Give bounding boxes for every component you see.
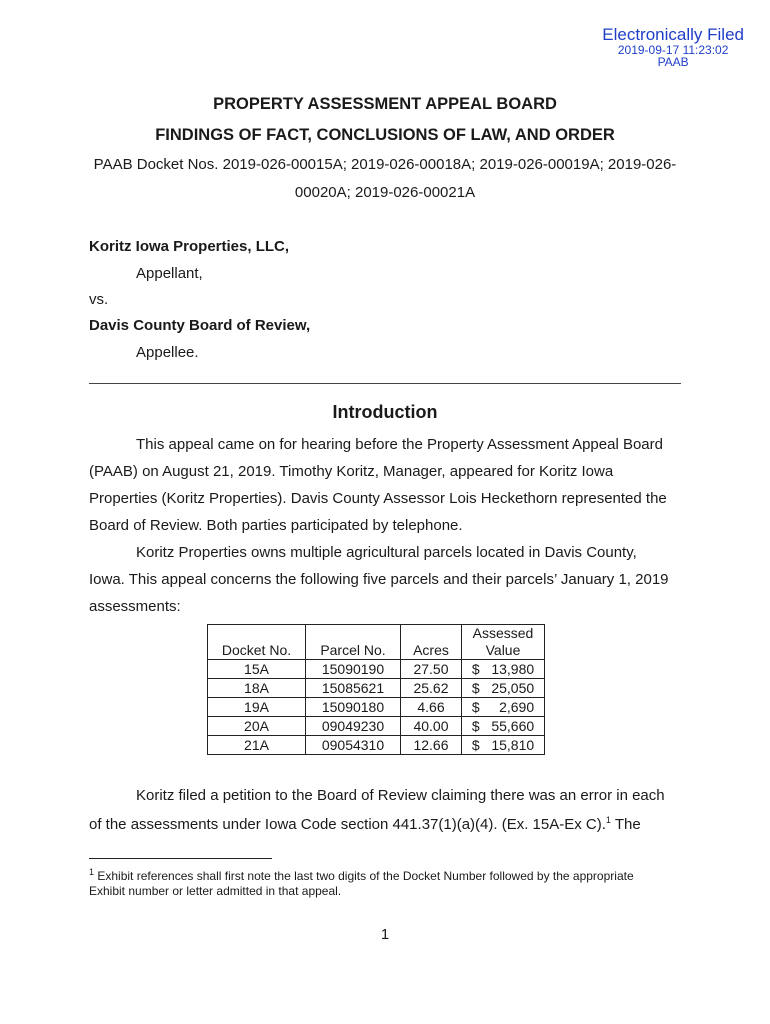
cell-docket: 20A (208, 717, 306, 736)
stamp-label: Electronically Filed (602, 25, 744, 44)
cell-acres: 25.62 (401, 679, 462, 698)
intro-p1-line-3: Properties (Koritz Properties). Davis County Assessor Lois Heckethorn represented the (89, 490, 667, 507)
table-row (208, 679, 545, 698)
cell-acres: 27.50 (401, 660, 462, 679)
footnote-ref[interactable]: 1 (605, 815, 611, 825)
cell-parcel: 15090190 (306, 660, 401, 679)
footnote-line-2: Exhibit number or letter admitted in that appeal. (89, 884, 342, 898)
cell-docket: 19A (208, 698, 306, 717)
document-subtitle: FINDINGS OF FACT, CONCLUSIONS OF LAW, AND ORDER (155, 126, 615, 144)
cell-docket: 15A (208, 660, 306, 679)
stamp-agency: PAAB (657, 55, 689, 70)
stamp-datetime: 2019-09-17 11:23:02 (617, 42, 729, 57)
table-header-row (208, 625, 545, 660)
appellant-role: Appellant, (136, 265, 203, 282)
appellee-name: Davis County Board of Review, (89, 317, 311, 334)
cell-value: $ 55,660 (462, 717, 545, 736)
docket-line-2: 00020A; 2019-026-00021A (294, 184, 476, 201)
header-assessed-value (462, 625, 545, 660)
footnote-marker: 1 (89, 867, 95, 877)
header-docket: Docket No. (208, 625, 306, 660)
petition-line-2-text: of the assessments under Iowa Code section 441.37(1)(a)(4). (Ex. 15A-Ex C). (89, 816, 606, 833)
intro-p1-line-2: (PAAB) on August 21, 2019. Timothy Koritz, Manager, appeared for Koritz Iowa (89, 463, 614, 480)
footnote-line-1 (89, 867, 634, 883)
intro-p1-line-4: Board of Review. Both parties participated by telephone. (89, 517, 463, 534)
petition-line-1: Koritz filed a petition to the Board of Review claiming there was an error in each (136, 787, 665, 804)
cell-docket: 18A (208, 679, 306, 698)
header-value-top: Assessed (472, 625, 534, 641)
appellee-role: Appellee. (136, 344, 199, 361)
cell-parcel: 15090180 (306, 698, 401, 717)
table-row (208, 717, 545, 736)
appellant-name: Koritz Iowa Properties, LLC, (89, 238, 290, 255)
cell-parcel: 09054310 (306, 736, 401, 755)
intro-p2-line-3: assessments: (89, 598, 181, 615)
introduction-heading: Introduction (332, 402, 438, 422)
footnote-text-1: Exhibit references shall first note the last two digits of the Docket Number followed by the appropriate (94, 869, 634, 883)
section-divider (89, 383, 681, 384)
cell-value: $ 15,810 (462, 736, 545, 755)
board-title: PROPERTY ASSESSMENT APPEAL BOARD (213, 95, 557, 113)
header-acres: Acres (401, 625, 462, 660)
cell-parcel: 15085621 (306, 679, 401, 698)
petition-line-2 (89, 815, 641, 833)
intro-p2-line-1: Koritz Properties owns multiple agricultural parcels located in Davis County, (136, 544, 637, 561)
electronic-filing-stamp (602, 26, 744, 69)
header-value-bottom: Value (485, 642, 521, 658)
footnote-divider (89, 858, 272, 859)
cell-value: $ 2,690 (462, 698, 545, 717)
cell-acres: 4.66 (401, 698, 462, 717)
docket-line-1: PAAB Docket Nos. 2019-026-00015A; 2019-026-00018A; 2019-026-00019A; 2019-026- (93, 156, 677, 173)
page-number: 1 (380, 926, 390, 943)
table-row (208, 698, 545, 717)
cell-value: $ 13,980 (462, 660, 545, 679)
intro-p2-line-2: Iowa. This appeal concerns the following five parcels and their parcels’ January 1, 2019 (89, 571, 669, 588)
cell-docket: 21A (208, 736, 306, 755)
petition-line-2-tail: The (610, 816, 641, 833)
cell-acres: 40.00 (401, 717, 462, 736)
versus: vs. (89, 291, 109, 308)
cell-value: $ 25,050 (462, 679, 545, 698)
cell-acres: 12.66 (401, 736, 462, 755)
header-parcel: Parcel No. (306, 625, 401, 660)
intro-p1-line-1: This appeal came on for hearing before the Property Assessment Appeal Board (136, 436, 663, 453)
cell-parcel: 09049230 (306, 717, 401, 736)
parcel-assessment-table (207, 624, 545, 755)
table-row (208, 736, 545, 755)
table-row (208, 660, 545, 679)
